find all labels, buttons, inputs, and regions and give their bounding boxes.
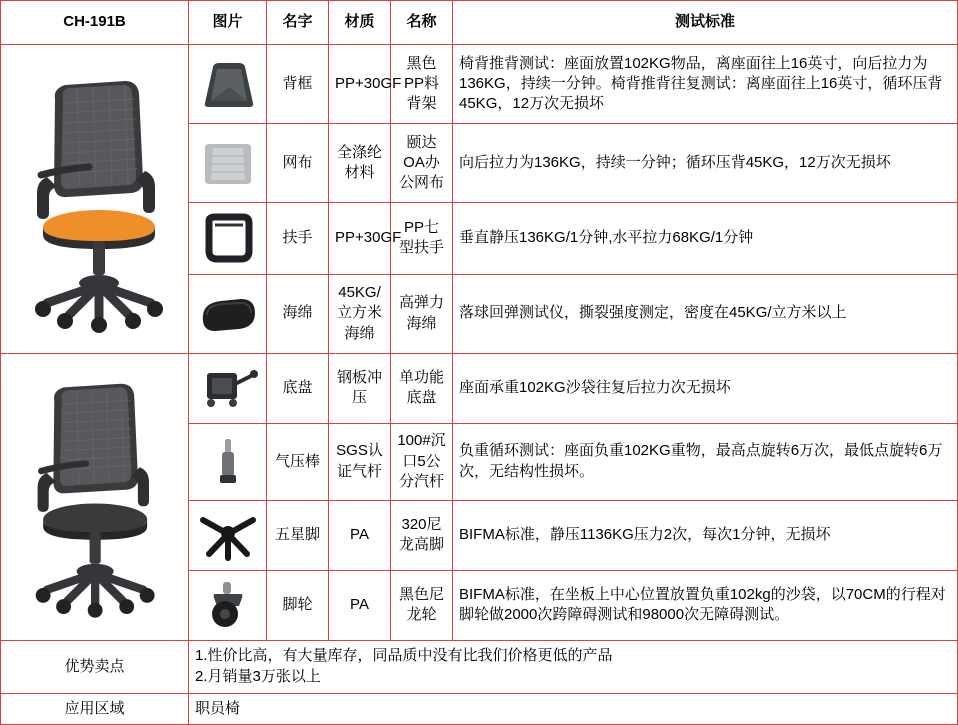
part-material: PP+30GF <box>329 203 391 274</box>
part-icon-chassis-mechanism <box>189 353 267 423</box>
part-standard: BIFMA标准，静压1136KG压力2次，每次1分钟，无损坏 <box>453 500 958 570</box>
part-label: PP七型扶手 <box>391 203 453 274</box>
part-material: PP+30GF <box>329 45 391 124</box>
advantages-row <box>1 640 958 693</box>
column-header-name: 名字 <box>267 1 329 45</box>
part-icon-foam-cushion <box>189 274 267 353</box>
part-name: 海绵 <box>267 274 329 353</box>
table-row <box>1 45 958 124</box>
column-header-label: 名称 <box>391 1 453 45</box>
product-image-black <box>1 353 189 640</box>
part-label: 高弹力海绵 <box>391 274 453 353</box>
table-header-row <box>1 1 958 45</box>
part-label: 单功能底盘 <box>391 353 453 423</box>
part-material: 45KG/立方米海绵 <box>329 274 391 353</box>
part-label: 100#沉口5公分汽杆 <box>391 423 453 500</box>
part-icon-backrest-frame <box>189 45 267 124</box>
part-name: 气压棒 <box>267 423 329 500</box>
part-label: 颐达OA办公网布 <box>391 124 453 203</box>
table-row <box>1 353 958 423</box>
part-name: 网布 <box>267 124 329 203</box>
part-material: PA <box>329 570 391 640</box>
part-icon-armrest <box>189 203 267 274</box>
part-icon-gas-lift <box>189 423 267 500</box>
part-standard: 座面承重102KG沙袋往复后拉力次无损坏 <box>453 353 958 423</box>
application-label: 应用区域 <box>1 693 189 724</box>
part-name: 背框 <box>267 45 329 124</box>
part-name: 脚轮 <box>267 570 329 640</box>
part-name: 五星脚 <box>267 500 329 570</box>
part-icon-five-star-base <box>189 500 267 570</box>
advantages-label: 优势卖点 <box>1 640 189 693</box>
part-label: 320尼龙高脚 <box>391 500 453 570</box>
part-label: 黑色尼龙轮 <box>391 570 453 640</box>
application-value: 职员椅 <box>189 693 958 724</box>
part-standard: BIFMA标准，在坐板上中心位置放置负重102kg的沙袋，以70CM的行程对脚轮做2000次跨障碍测试和98000次无障碍测试。 <box>453 570 958 640</box>
part-name: 扶手 <box>267 203 329 274</box>
part-icon-caster-wheel <box>189 570 267 640</box>
part-material: 全涤纶材料 <box>329 124 391 203</box>
application-row <box>1 693 958 724</box>
column-header-standard: 测试标准 <box>453 1 958 45</box>
part-material: PA <box>329 500 391 570</box>
part-standard: 椅背推背测试：座面放置102KG物品，离座面往上16英寸，向后拉力为136KG，持续一分钟。椅背推背往复测试：离座面往上16英寸，循环压背45KG，12万次无损坏 <box>453 45 958 124</box>
column-header-photo: 图片 <box>189 1 267 45</box>
part-standard: 落球回弹测试仪，撕裂强度测定，密度在45KG/立方米以上 <box>453 274 958 353</box>
advantages-body <box>189 640 958 693</box>
part-material: SGS认证气杆 <box>329 423 391 500</box>
part-name: 底盘 <box>267 353 329 423</box>
model-name: CH-191B <box>1 1 189 45</box>
part-standard: 垂直静压136KG/1分钟,水平拉力68KG/1分钟 <box>453 203 958 274</box>
part-icon-mesh-fabric <box>189 124 267 203</box>
part-material: 钢板冲压 <box>329 353 391 423</box>
advantages-line: 1.性价比高，有大量库存，同品质中没有比我们价格更低的产品 <box>195 647 613 665</box>
part-standard: 向后拉力为136KG，持续一分钟；循环压背45KG，12万次无损坏 <box>453 124 958 203</box>
part-label: 黑色PP料背架 <box>391 45 453 124</box>
column-header-material: 材质 <box>329 1 391 45</box>
product-image-orange <box>1 45 189 354</box>
part-standard: 负重循环测试：座面负重102KG重物，最高点旋转6万次，最低点旋转6万次，无结构性损坏。 <box>453 423 958 500</box>
advantages-line: 2.月销量3万张以上 <box>195 667 321 685</box>
